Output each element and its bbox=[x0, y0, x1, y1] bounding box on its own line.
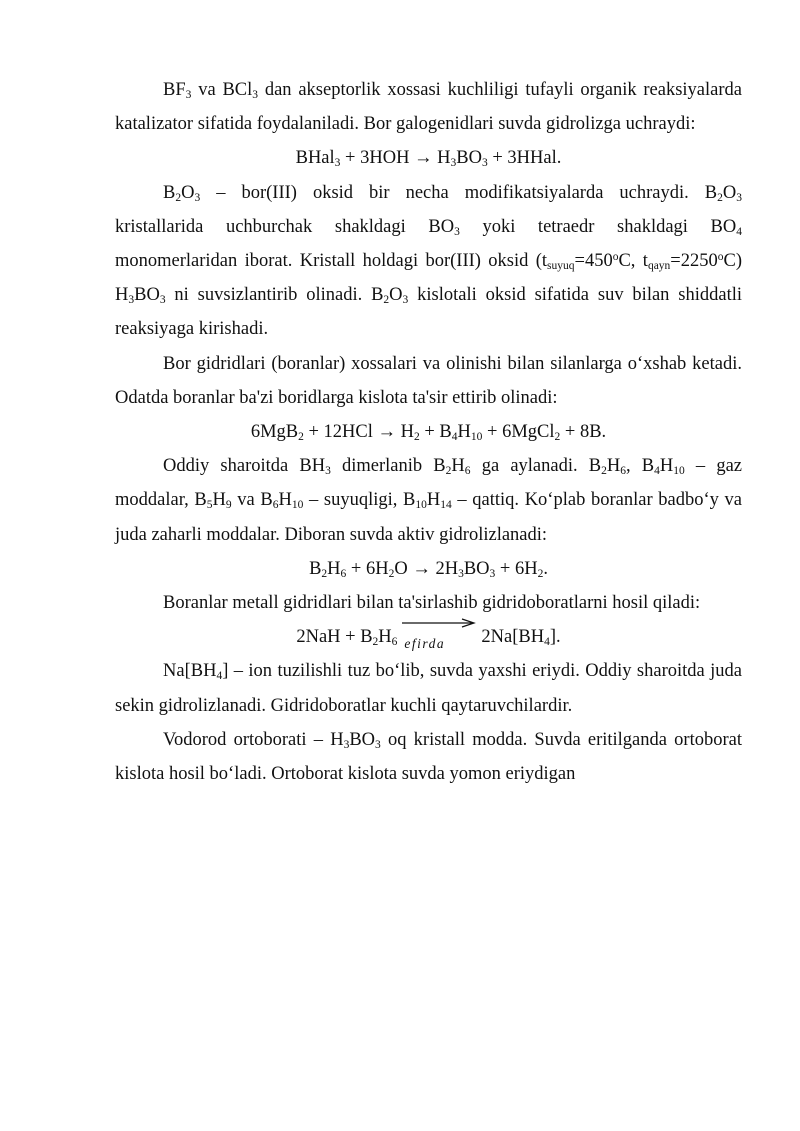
paragraph-4: Oddiy sharoitda $BH_3$ dimerlanib $B_2H_6$ ga aylanadi. $B_2H_6$, $B_4H_{10}$ – gaz moddalar, $B_5H_9$ va $B_6H_{10}$ – suyuqligi, $B_{10}H_{14}$ – qattiq. Ko‘plab boranlar badbo‘y va juda zaharli moddalar. Diboran suvda aktiv gidrolizlanadi: bbox=[115, 456, 742, 545]
reaction-arrow-icon bbox=[400, 626, 478, 652]
paragraph-1: $BF_3$ va BCl$_3$ dan akseptorlik xossasi kuchliligi tufayli organik reaksiyalarda katalizator sifatida foydalaniladi. Bor galogenidlari suvda gidrolizga uchraydi: bbox=[115, 80, 742, 135]
equation-1: BHal$_3$ + $3HOH \to H_3BO_3$ + 3HHal. bbox=[295, 148, 562, 170]
equation-3: $B_2H_6 + 6H_2O \to 2H_3BO_3 + 6H_2$. bbox=[309, 558, 548, 580]
arrow-condition-label: efirda bbox=[404, 636, 446, 652]
paragraph-3: Bor gidridlari (boranlar) xossalari va olinishi bilan silanlarga o‘xshab ketadi. Odatda boranlar ba'zi boridlarga kislota ta'sir ettirib olinadi: bbox=[115, 353, 742, 408]
paragraph-2: $B_2O_3 - bor(III)$ oksid bir necha modifikatsiyalarda uchraydi. $B_2O_3$ kristallarida uchburchak shakldagi $BO_3$ yoki tetraedr shakldagi $BO_4$ monomerlaridan iborat. Kristall holdagi bor(III) oksid ($t_{suyuq}=450^oC$, $t_{qayn}=2250^oC$) $H_3BO_3$ ni suvsizlantirib olinadi. $B_2O_3$ kislotali oksid sifatida suv bilan shiddatli reaksiyaga kirishadi. bbox=[115, 182, 742, 340]
paragraph-5: Boranlar metall gidridlari bilan ta'sirlashib gidridoboratlarni hosil qiladi: bbox=[163, 593, 701, 614]
equation-2: $6MgB_2 + 12HCl \to H_2 + B_4H_{10}$ + 6MgCl$_2$ + 8B. bbox=[250, 422, 607, 444]
paragraph-6: $Na[BH_4]$ – ion tuzilishli tuz bo‘lib, suvda yaxshi eriydi. Oddiy sharoitda juda sekin gidrolizlanadi. Gidridoboratlar kuchli qaytaruvchilardir. bbox=[115, 661, 742, 716]
document-body bbox=[115, 73, 742, 791]
paragraph-7: Vodorod ortoborati – $H_3BO_3$ oq kristall modda. Suvda eritilganda ortoborat kislota hosil bo‘ladi. Ortoborat kislota suvda yomon eriydigan bbox=[115, 729, 742, 785]
equation-4: $2NaH + B_2H_6$ efirda $2Na[BH_4]$. bbox=[115, 620, 742, 654]
